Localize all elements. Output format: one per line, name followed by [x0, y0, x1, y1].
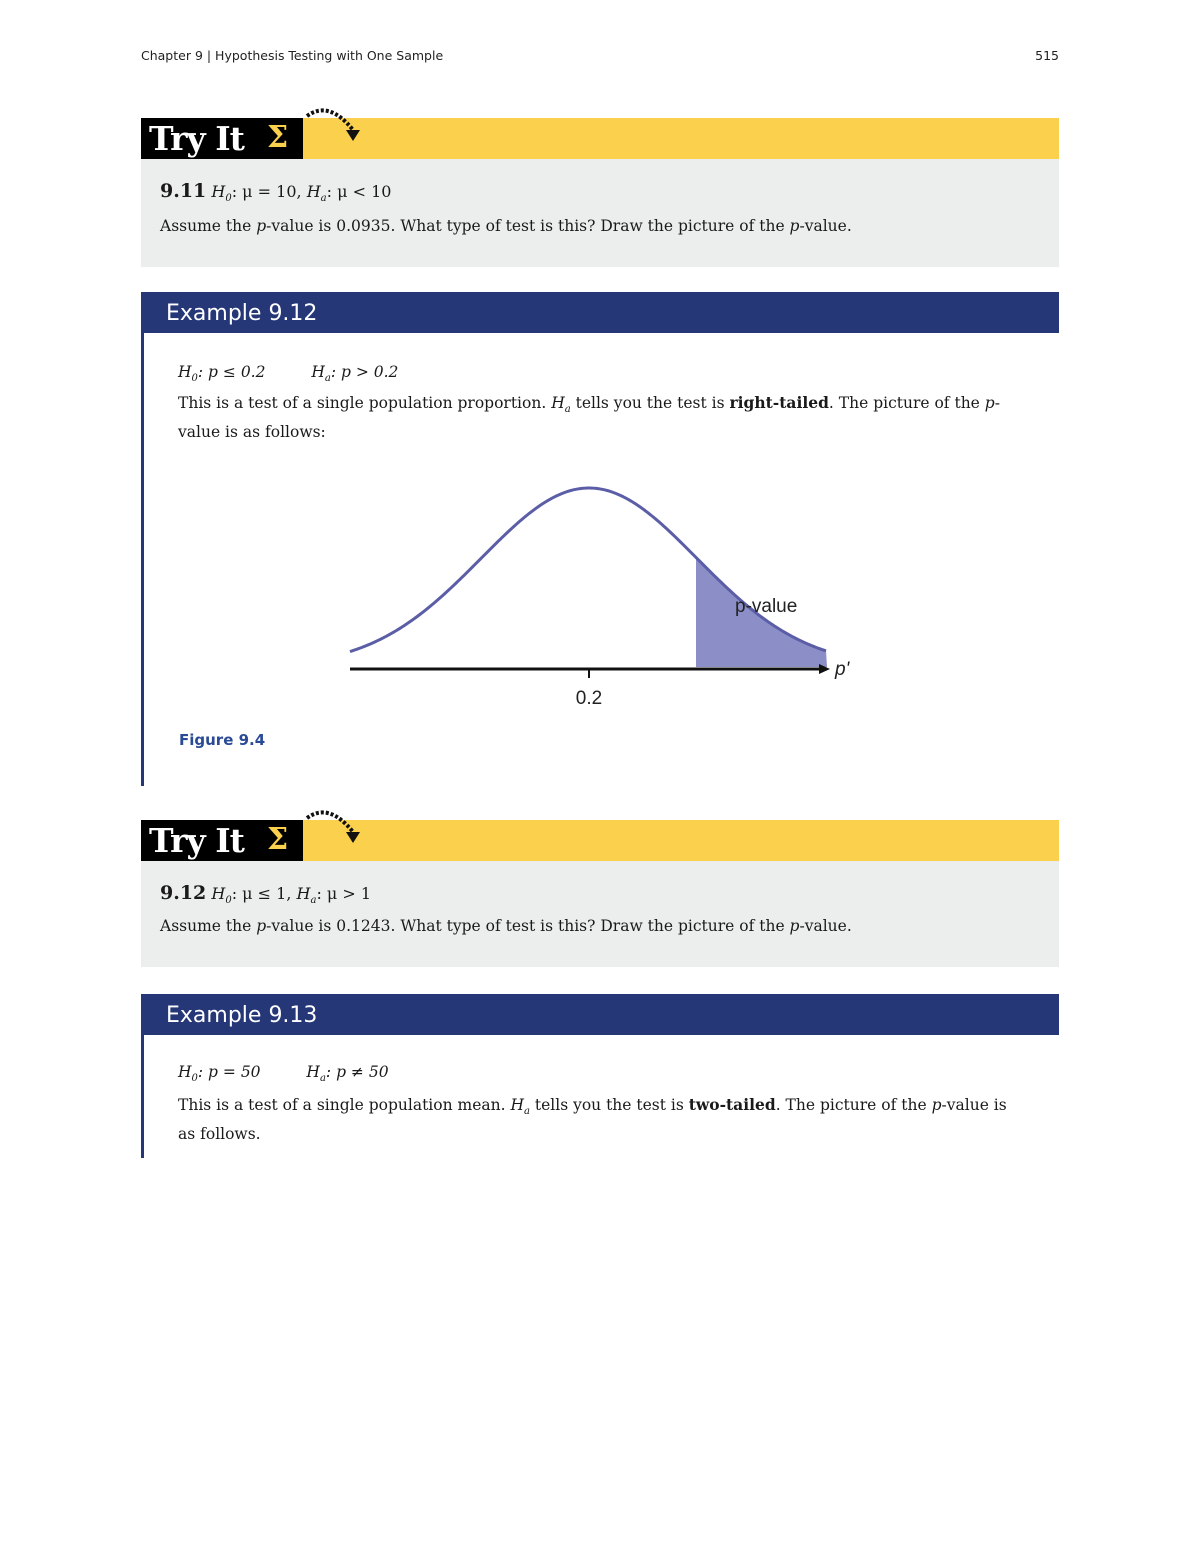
- hypotheses: $H_0$: p ≤ 0.2 $H_a$: p > 0.2: [178, 363, 399, 385]
- x-axis-label: p': [835, 659, 850, 680]
- problem-number: 9.12: [160, 882, 207, 904]
- curved-arrow-icon: [301, 106, 371, 156]
- example-explanation: This is a test of a single population proportion. $H_a$ tells you the test is right-tailed. The picture of the p-value is as follows:: [178, 393, 1000, 442]
- example-left-rule: [141, 333, 144, 786]
- sigma-icon: Σ: [267, 120, 289, 155]
- problem-statement: 9.11 $H_0$: μ = 10, $H_a$: μ < 10: [160, 180, 392, 205]
- try-it-box-9-12: [141, 820, 1059, 967]
- problem-statement: 9.12 $H_0$: μ ≤ 1, $H_a$: μ > 1: [160, 882, 372, 907]
- page-number: 515: [1035, 48, 1059, 63]
- p-value-label: p-value: [735, 596, 798, 617]
- try-it-label: Try It: [141, 118, 303, 159]
- try-it-label: Try It: [141, 820, 303, 861]
- example-left-rule: [141, 1035, 144, 1158]
- problem-question: Assume the p-value is 0.1243. What type of test is this? Draw the picture of the p-value.: [160, 917, 852, 935]
- curved-arrow-icon: [301, 808, 371, 858]
- example-title: Example 9.13: [141, 994, 1059, 1035]
- example-title: Example 9.12: [141, 292, 1059, 333]
- example-9-13: [141, 994, 1059, 1158]
- running-header-chapter: Chapter 9 | Hypothesis Testing with One Sample: [141, 48, 444, 63]
- hypotheses: $H_0$: p = 50 $H_a$: p ≠ 50: [178, 1063, 389, 1085]
- try-it-body: [141, 861, 1059, 967]
- sigma-icon: Σ: [267, 822, 289, 857]
- problem-question: Assume the p-value is 0.0935. What type of test is this? Draw the picture of the p-value.: [160, 217, 852, 235]
- try-it-body: [141, 159, 1059, 267]
- problem-number: 9.11: [160, 180, 207, 202]
- try-it-box-9-11: [141, 118, 1059, 267]
- mean-tick-label: 0.2: [575, 688, 603, 709]
- example-explanation: This is a test of a single population mean. $H_a$ tells you the test is two-tailed. The picture of the p-value is as follows.: [178, 1095, 1007, 1144]
- normal-distribution-chart: [340, 470, 870, 715]
- figure-caption: Figure 9.4: [179, 731, 266, 749]
